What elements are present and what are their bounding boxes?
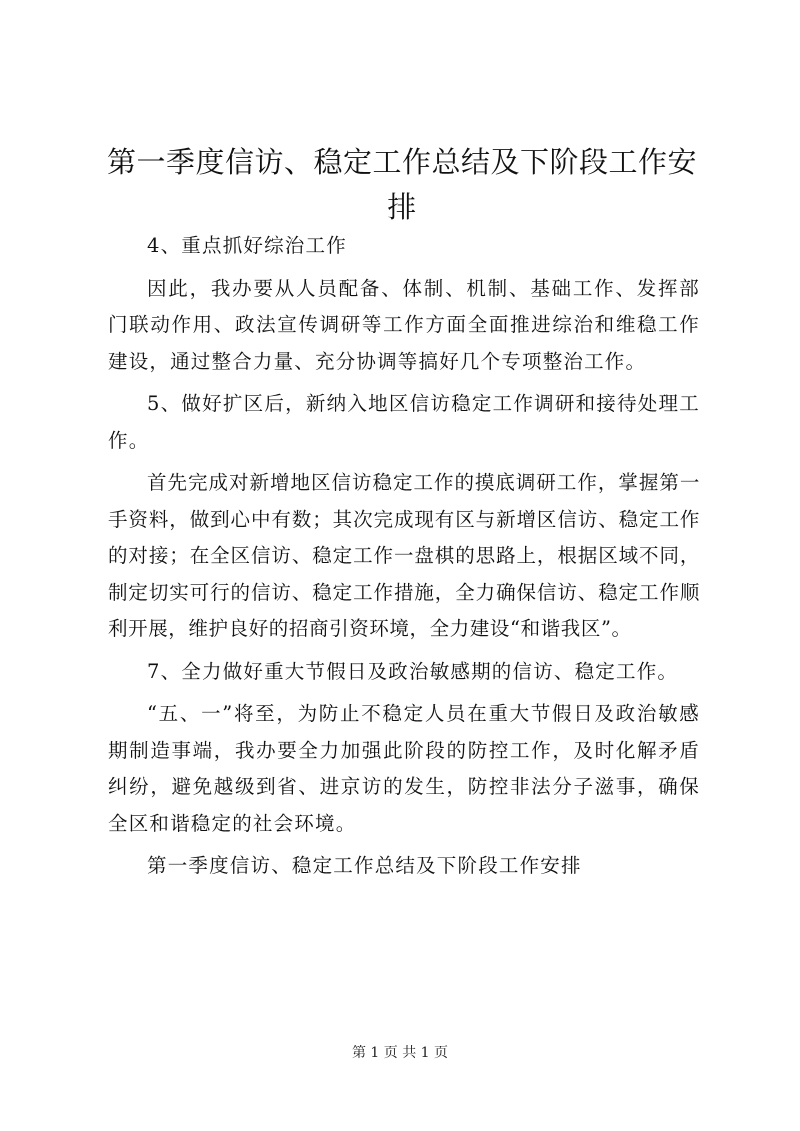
document-title: 第一季度信访、稳定工作总结及下阶段工作安排 xyxy=(106,145,697,224)
paragraph-holiday-stability: “五、一”将至，为防止不稳定人员在重大节假日及政治敏感期制造事端，我办要全力加强此阶段的防控工作，及时化解矛盾纠纷，避免越级到省、进京访的发生，防控非法分子滋事，确保全区和谐稳定的社会环境。 xyxy=(108,702,700,835)
document-body xyxy=(108,228,700,891)
section-heading-5: 5、做好扩区后，新纳入地区信访稳定工作调研和接待处理工作。 xyxy=(108,392,700,452)
section-heading-7: 7、全力做好重大节假日及政治敏感期的信访、稳定工作。 xyxy=(147,659,679,683)
paragraph-new-district-survey: 首先完成对新增地区信访稳定工作的摸底调研工作，掌握第一手资料，做到心中有数；其次完成现有区与新增区信访、稳定工作的对接；在全区信访、稳定工作一盘棋的思路上，根据区域不同，制定切实可行的信访、稳定工作措施，全力确保信访、稳定工作顺利开展，维护良好的招商引资环境，全力建设“和谐我区”。 xyxy=(108,471,700,640)
closing-title-line: 第一季度信访、稳定工作总结及下阶段工作安排 xyxy=(147,854,582,877)
section-heading-4: 4、重点抓好综治工作 xyxy=(147,234,347,257)
page-number-footer: 第 1 页 共 1 页 xyxy=(351,1045,449,1061)
paragraph-comprehensive-governance: 因此，我办要从人员配备、体制、机制、基础工作、发挥部门联动作用、政法宣传调研等工作方面全面推进综治和维稳工作建设，通过整合力量、充分协调等搞好几个专项整治工作。 xyxy=(108,276,700,373)
